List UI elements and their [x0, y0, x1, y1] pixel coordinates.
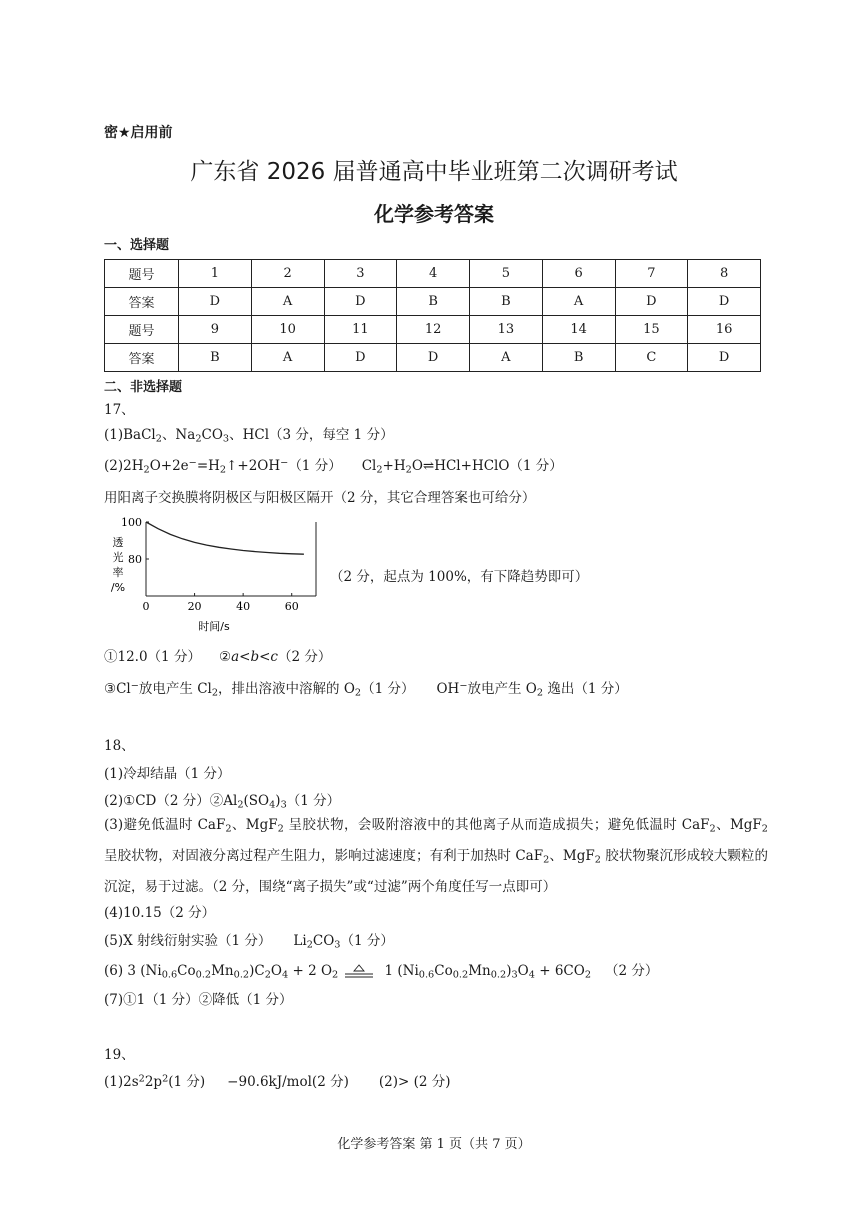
question-number-cell: 2 [251, 260, 324, 288]
x-tick-label: 40 [236, 600, 251, 613]
question-number-cell: 11 [324, 316, 397, 344]
row-label-question: 题号 [105, 316, 179, 344]
q19-number: 19、 [104, 1047, 135, 1063]
question-number-cell: 12 [397, 316, 470, 344]
answer-cell: A [251, 288, 324, 316]
question-number-cell: 16 [688, 316, 761, 344]
answer-cell: B [542, 344, 615, 372]
x-axis-label: 时间/s [198, 620, 230, 633]
y-axis-label [111, 536, 125, 594]
question-number-cell: 10 [251, 316, 324, 344]
answer-cell: C [615, 344, 688, 372]
question-number-cell: 7 [615, 260, 688, 288]
question-number-cell: 4 [397, 260, 470, 288]
answer-cell: D [324, 344, 397, 372]
q18-part3: (3)避免低温时 CaF$_2$、MgF$_2$ 呈胶状物，会吸附溶液中的其他离子从而造成损失；避免低温时 CaF$_2$、MgF$_2$ 呈胶状物，对固液分离过程产生阻力，影响过滤速度；有利于加热时 CaF$_2$、MgF$_2$ 胶状物聚沉形成较大颗粒的沉淀，易于过滤。（2 分，围绕“离子损失”或“过滤”两个角度任写一点即可） [104, 817, 768, 895]
question-number-cell: 15 [615, 316, 688, 344]
q18-part4: (4)10.15（2 分） [104, 905, 216, 921]
answer-cell: A [251, 344, 324, 372]
section-non-multiple-choice-heading: 二、非选择题 [104, 380, 183, 395]
section-multiple-choice-heading: 一、选择题 [104, 238, 170, 253]
q18-part6-equation: (6) 3 $(Ni_{0.6}Co_{0.2}Mn_{0.2})C_2O_4 + 2$ $O_2$ 1 $(Ni_{0.6}Co_{0.2}Mn_{0.2})_3O_4 + 6CO_2$ （2 分） [104, 963, 659, 981]
q17-part2: $(2)2H_2O+2e^-=H_2↑+2OH^-(1$ 分） $Cl_2+H_2O\rightleftharpoons HCl+HClO(1$ 分） [104, 457, 563, 476]
y-axis-label-part: 透 [112, 536, 124, 549]
question-number-cell: 13 [470, 316, 543, 344]
answer-cell: D [615, 288, 688, 316]
answer-cell: A [542, 288, 615, 316]
answer-cell: D [179, 288, 252, 316]
question-number-cell: 6 [542, 260, 615, 288]
q18-part5: (5)X 射线衍射实验（1 分） $Li_2CO_3(1$ 分） [104, 933, 394, 951]
q17-number: 17、 [104, 402, 135, 418]
q17-chart-note: （2 分，起点为 100%，有下降趋势即可） [330, 569, 589, 585]
answer-cell: D [397, 344, 470, 372]
chart-series [146, 522, 304, 554]
q19-part1-2: $(1)2s^22p^2(1$ 分) −90.6kJ/mol(2 分) (2)> (2 分) [104, 1073, 451, 1090]
multiple-choice-answer-table [104, 259, 761, 372]
y-tick-label: 100 [121, 516, 142, 529]
q17-part3-3: ③Cl−放电产生 $Cl_2$，排出溶液中溶解的 $O_2(1$ 分） OH−放电产生 $O_2$ 逸出（1 分） [104, 680, 628, 699]
exam-title: 广东省 2026 届普通高中毕业班第二次调研考试 [190, 159, 678, 185]
x-tick-label: 0 [142, 600, 150, 613]
answer-cell: D [688, 288, 761, 316]
y-tick-label: 80 [128, 553, 142, 566]
x-tick-label: 60 [284, 600, 299, 613]
answer-key-title: 化学参考答案 [374, 202, 494, 226]
question-number-cell: 14 [542, 316, 615, 344]
page-footer: 化学参考答案 第 1 页（共 7 页） [337, 1137, 531, 1152]
question-number-cell: 5 [470, 260, 543, 288]
heating-condition-arrow-icon [344, 964, 374, 980]
answer-cell: D [324, 288, 397, 316]
q17-part3-1-2: ①12.0（1 分） ②a<b<c（2 分） [104, 649, 332, 665]
confidential-label: 密★启用前 [104, 125, 173, 141]
row-label-answer: 答案 [105, 344, 179, 372]
answer-row [105, 344, 761, 372]
q18-part7: (7)①1（1 分）②降低（1 分） [104, 992, 293, 1008]
q18-part2: (2)①CD（2 分）$②Al_2(SO_4)_3(1$ 分） [104, 793, 341, 811]
question-number-cell: 8 [688, 260, 761, 288]
question-number-cell: 9 [179, 316, 252, 344]
y-axis-label-part: 率 [112, 566, 124, 579]
question-number-cell: 1 [179, 260, 252, 288]
row-label-question: 题号 [105, 260, 179, 288]
x-tick-label: 20 [187, 600, 202, 613]
q17-part2-membrane: 用阳离子交换膜将阴极区与阳极区隔开（2 分，其它合理答案也可给分） [104, 490, 536, 506]
answer-cell: D [688, 344, 761, 372]
transmittance-curve [146, 522, 304, 554]
q18-part1: (1)冷却结晶（1 分） [104, 766, 231, 782]
y-axis-label-part: /% [110, 581, 126, 594]
chart-ticks [121, 516, 299, 613]
answer-cell: B [470, 288, 543, 316]
answer-cell: B [397, 288, 470, 316]
y-axis-label-part: 光 [112, 551, 124, 564]
row-label-answer: 答案 [105, 288, 179, 316]
transmittance-time-chart [104, 510, 324, 635]
q17-part1: (1)BaCl$_2$、$Na_2CO_3$、HCl（3 分，每空 1 分） [104, 427, 394, 445]
answer-row [105, 288, 761, 316]
chart-axes [146, 522, 316, 596]
question-number-row [105, 260, 761, 288]
q18-number: 18、 [104, 738, 135, 754]
answer-cell: A [470, 344, 543, 372]
question-number-cell: 3 [324, 260, 397, 288]
question-number-row [105, 316, 761, 344]
answer-cell: B [179, 344, 252, 372]
